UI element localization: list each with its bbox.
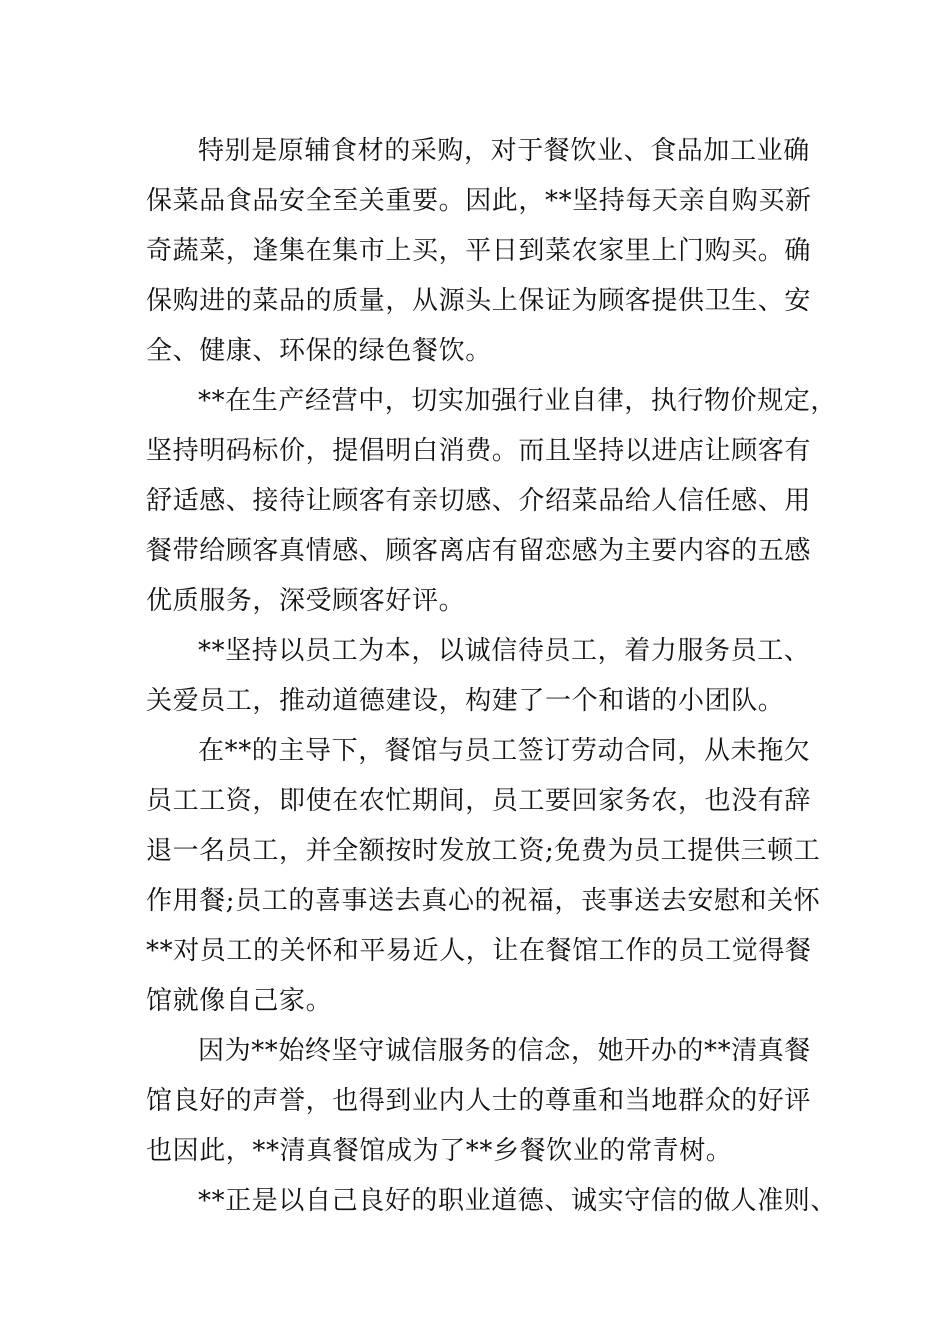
paragraph-5-line-2: 馆良好的声誉，也得到业内人士的尊重和当地群众的好评 <box>146 1086 812 1116</box>
paragraph-2-line-2: 坚持明码标价，提倡明白消费。而且坚持以进店让顾客有 <box>146 436 812 466</box>
paragraph-1-line-1: 特别是原辅食材的采购，对于餐饮业、食品加工业确 <box>198 136 810 166</box>
paragraph-2-line-1: **在生产经营中，切实加强行业自律，执行物价规定， <box>198 386 838 416</box>
paragraph-6-line-1: **正是以自己良好的职业道德、诚实守信的做人准则、 <box>198 1186 838 1216</box>
paragraph-2-line-3: 舒适感、接待让顾客有亲切感、介绍菜品给人信任感、用 <box>146 486 812 516</box>
paragraph-5-line-3: 也因此，**清真餐馆成为了**乡餐饮业的常青树。 <box>146 1136 733 1166</box>
paragraph-3-line-2: 关爱员工，推动道德建设，构建了一个和谐的小团队。 <box>146 686 785 716</box>
document-body <box>146 126 836 1226</box>
paragraph-4-line-5: **对员工的关怀和平易近人，让在餐馆工作的员工觉得餐 <box>146 936 812 966</box>
paragraph-2-line-4: 餐带给顾客真情感、顾客离店有留恋感为主要内容的五感 <box>146 536 812 566</box>
paragraph-2-line-5: 优质服务，深受顾客好评。 <box>146 586 466 616</box>
paragraph-1-line-4: 保购进的菜品的质量，从源头上保证为顾客提供卫生、安 <box>146 286 812 316</box>
paragraph-3-line-1: **坚持以员工为本，以诚信待员工，着力服务员工、 <box>198 636 811 666</box>
paragraph-1-line-3: 奇蔬菜，逢集在集市上买，平日到菜农家里上门购买。确 <box>146 236 812 266</box>
paragraph-4-line-4: 作用餐;员工的喜事送去真心的祝福，丧事送去安慰和关怀 <box>146 886 821 916</box>
paragraph-4-line-6: 馆就像自己家。 <box>146 986 333 1016</box>
paragraph-5-line-1: 因为**始终坚守诚信服务的信念，她开办的**清真餐 <box>198 1036 812 1066</box>
paragraph-4-line-2: 员工工资，即使在农忙期间，员工要回家务农，也没有辞 <box>146 786 812 816</box>
paragraph-1-line-5: 全、健康、环保的绿色餐饮。 <box>146 336 492 366</box>
paragraph-1-line-2: 保菜品食品安全至关重要。因此，**坚持每天亲自购买新 <box>146 186 812 216</box>
paragraph-4-line-3: 退一名员工，并全额按时发放工资;免费为员工提供三顿工 <box>146 836 821 866</box>
paragraph-4-line-1: 在**的主导下，餐馆与员工签订劳动合同，从未拖欠 <box>198 736 811 766</box>
